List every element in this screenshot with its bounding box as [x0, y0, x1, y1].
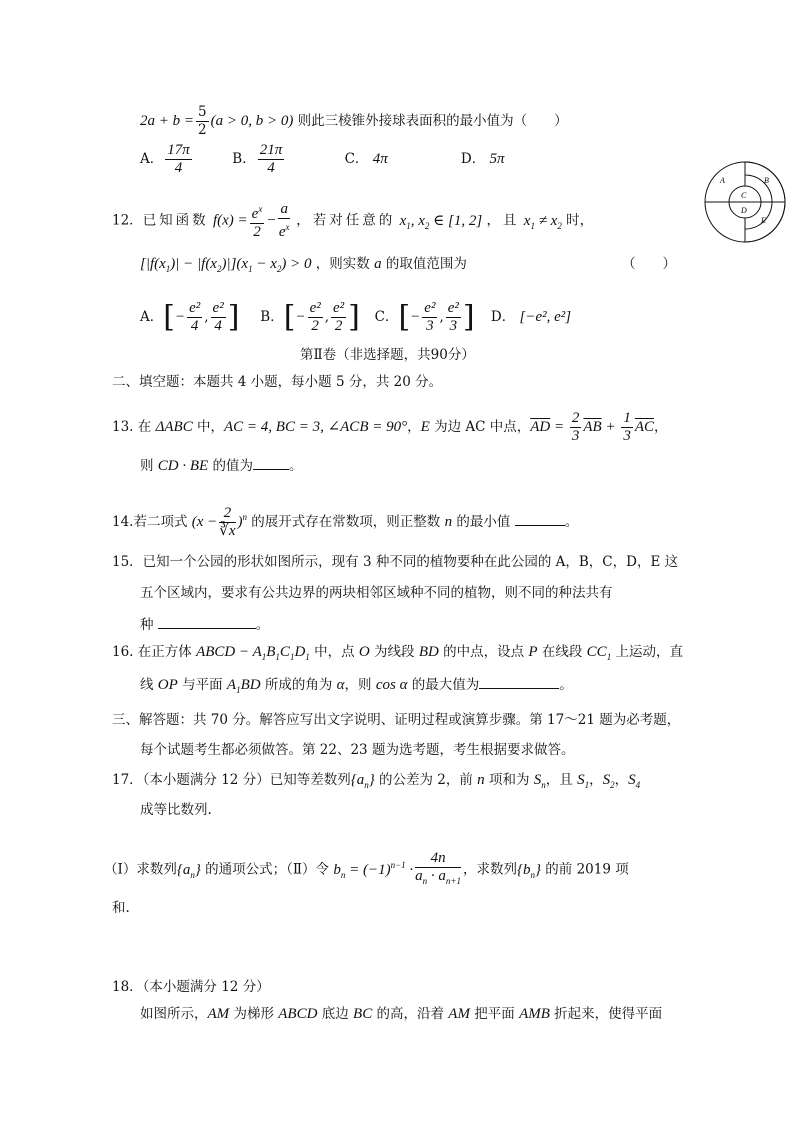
- q16-line1: 16. 在正方体 ABCD − $A_1B_1C_1D_1$ 中，点 O 为线段 BD 的中点，设点 P 在线段 $CC_1$ 上运动，直: [112, 644, 683, 662]
- q11-option-c: C． 4π: [344, 151, 388, 167]
- q12-answer-paren: （ ）: [622, 256, 676, 272]
- park-label-a: A: [720, 176, 725, 185]
- q16-line2: 线 OP 与平面 $A_1BD$ 所成的角为 α，则 cos α 的最大值为 。: [140, 674, 573, 700]
- q11-options: [140, 142, 505, 177]
- q15-line1: 15．已知一个公园的形状如图所示，现有 3 种不同的植物要种在此公园的 A，B，C，D，E 这: [112, 554, 679, 570]
- q12-options: [140, 300, 571, 335]
- q12-option-a: A．[− $\frac{\text{e²}}{4}$ , $\frac{\text{e²}}{4}$ ]: [140, 299, 240, 335]
- q12-option-d: D． [−e², e²]: [490, 309, 572, 325]
- q18-line1: 18．（本小题满分 12 分）: [112, 979, 270, 995]
- q17-line3: （Ⅰ）求数列$\{a_n\}$ 的通项公式；（Ⅱ）令 $b_n = (-1)^{n-1}$ · $\frac{4n}{a_n \cdot a_{n+1}}$ ，求数列$\{b_n\}$ 的前 2019 项: [104, 850, 629, 886]
- section3-line1: 三、解答题：共 70 分。解答应写出文字说明、证明过程或演算步骤。第 17～21 题为必考题，: [112, 712, 681, 728]
- q11-option-a: A． $\frac{17\pi}{4}$: [140, 142, 190, 176]
- park-figure: [700, 157, 790, 247]
- park-label-b: B: [764, 176, 769, 185]
- q17-line2: 成等比数列.: [140, 802, 212, 818]
- q17-line1: 17．（本小题满分 12 分）已知等差数列$\{a_n\}$ 的公差为 2，前 n 项和为 $S_n$，且 $S_1$，$S_2$，$S_4$: [112, 772, 641, 790]
- section2-header: 二、填空题：本题共 4 小题，每小题 5 分，共 20 分。: [112, 374, 443, 390]
- q11-option-b: B． $\frac{21\pi}{4}$: [232, 142, 283, 176]
- q13-line2: 则 CD · BE 的值为 。: [140, 455, 303, 476]
- q14-line: 14.若二项式 (x − $\frac{2}{∛x}$ )$^n$ 的展开式存在常数项，则正整数 n 的最小值 。: [112, 505, 579, 539]
- q12-line1: 12．已知函数 f(x) = $\frac{e^x}{2}$ − $\frac{a}{e^x}$ ，若对任意的 $x_1$, $x_2$ ∈ [1, 2] ，且 $x_1 \ne x_2$ 时，: [112, 201, 594, 240]
- q11-option-d: D． 5π: [460, 151, 505, 167]
- q18-line2: 如图所示，AM 为梯形 ABCD 底边 BC 的高，沿着 AM 把平面 AMB 折起来，使得平面: [140, 1006, 663, 1022]
- q12-option-c: C．[− $\frac{\text{e²}}{3}$ , $\frac{\text{e²}}{3}$ ]: [374, 299, 475, 335]
- q11-text: 则此三棱锥外接球表面积的最小值为（ ）: [297, 113, 568, 129]
- q17-line4: 和.: [112, 900, 130, 916]
- q11-condition: 2a + b = $\frac{5}{2}$ (a > 0, b > 0) 则此三棱锥外接球表面积的最小值为（ ）: [140, 104, 568, 138]
- park-label-e: E: [761, 216, 766, 225]
- q13-line1: 13. 在 ΔABC 中，AC = 4, BC = 3, ∠ACB = 90°，E 为边 AC 中点，$\overline{AD}$ = $\frac{2}{3}$ $\overline{AB}$ + $\frac{1}{3}$ $\overline{AC}$，: [112, 410, 668, 444]
- park-label-d: D: [741, 206, 747, 215]
- q12-option-b: B．[− $\frac{\text{e²}}{2}$ , $\frac{\text{e²}}{2}$ ]: [260, 299, 360, 335]
- q15-line3: 种 。: [140, 614, 269, 635]
- q15-line2: 五个区域内，要求有公共边界的两块相邻区域种不同的植物，则不同的种法共有: [140, 585, 613, 601]
- section2-title: 第Ⅱ卷（非选择题，共90分）: [300, 347, 475, 363]
- section3-line2: 每个试题考生都必须做答。第 22、23 题为选考题，考生根据要求做答。: [140, 742, 575, 758]
- q12-line2: $[|f(x_1)| - |f(x_2)|](x_1 - x_2) > 0$ ，则实数 a 的取值范围为: [140, 256, 467, 274]
- park-label-c: C: [741, 191, 747, 200]
